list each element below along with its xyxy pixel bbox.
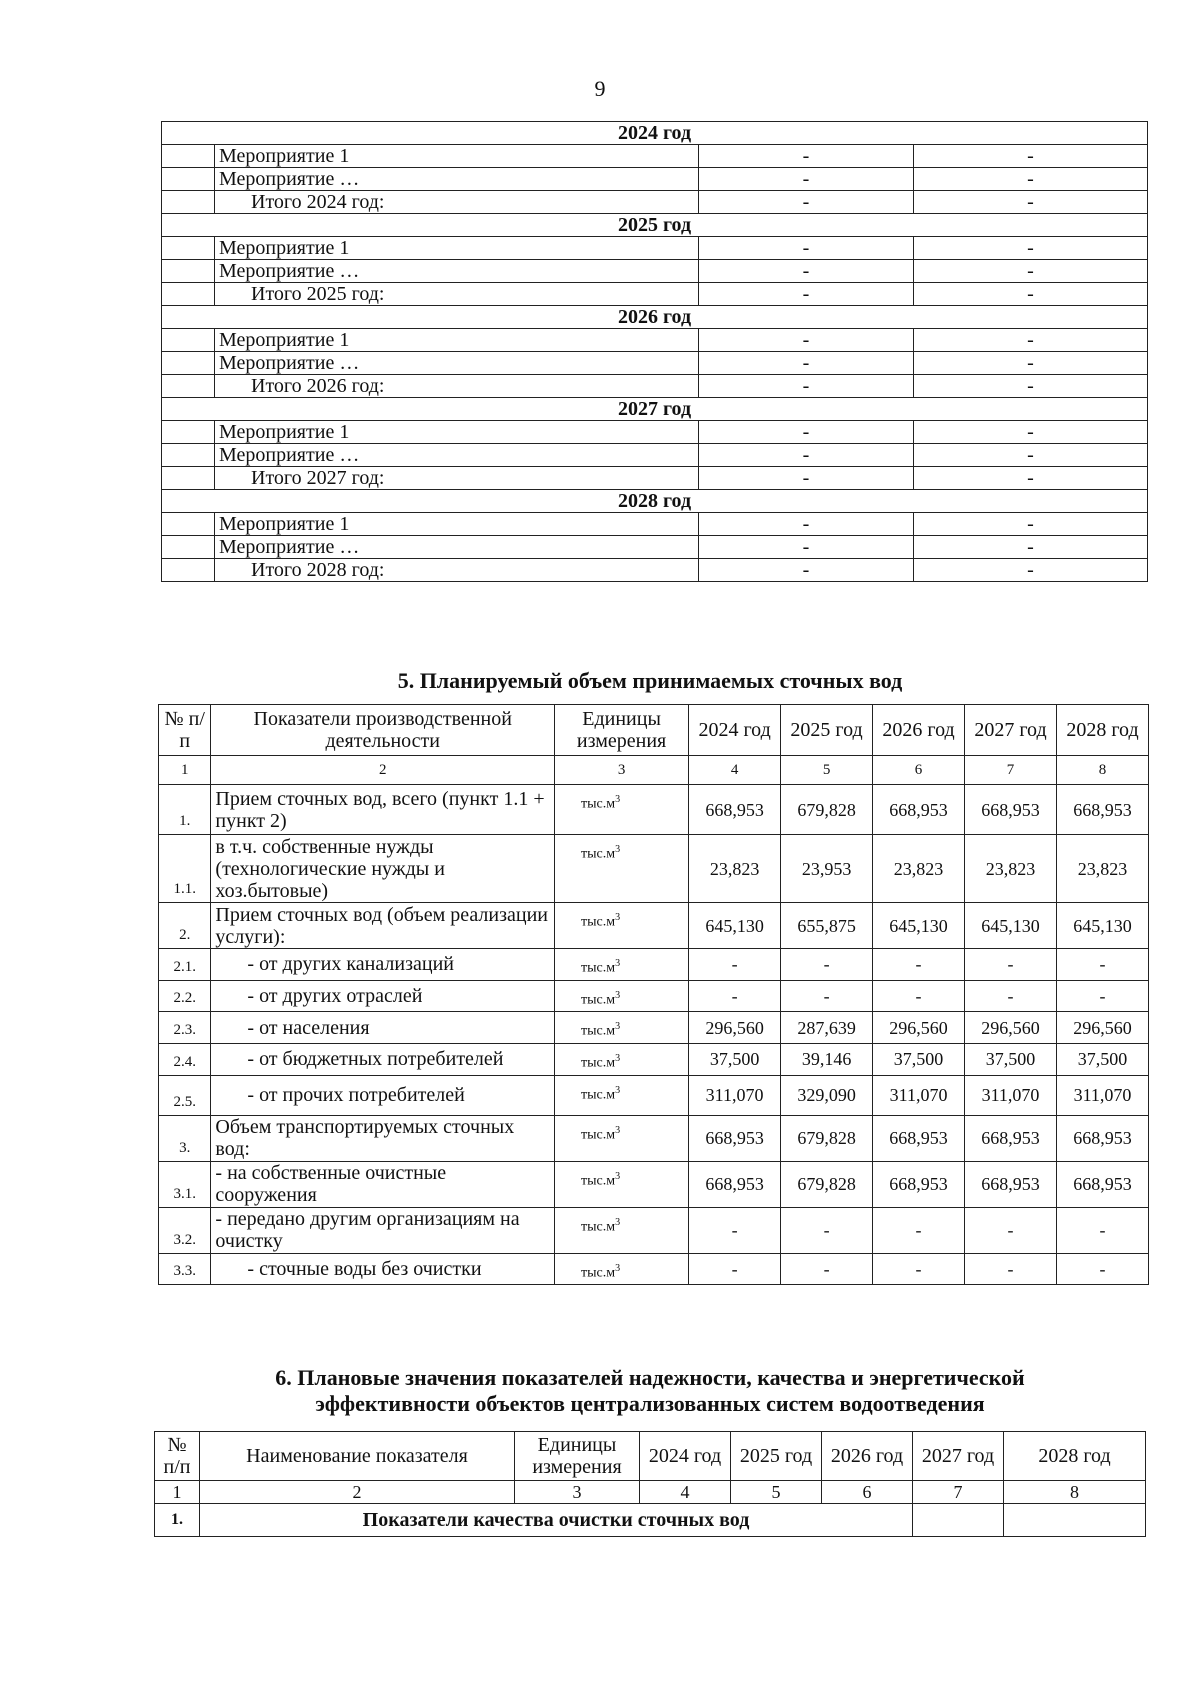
unit-superscript: 3 [615,1052,621,1064]
year-value: 23,823 [965,835,1057,903]
row-number: 1.1. [159,835,211,903]
year-value: 668,953 [1056,785,1148,835]
section-6-title-line-1: 6. Плановые значения показателей надежности, качества и энергетической [275,1365,1025,1390]
unit-label: тыс.м [581,1219,616,1235]
event-value: - [914,352,1148,375]
column-index: 6 [822,1481,913,1504]
column-index: 3 [515,1481,640,1504]
year-value: 296,560 [1056,1012,1148,1044]
table-header-row [159,705,1149,756]
year-value: - [965,980,1057,1012]
group-title: Показатели качества очистки сточных вод [200,1504,913,1537]
table-row [159,1075,1149,1115]
year-value: 668,953 [689,1161,781,1207]
column-index: 1 [155,1481,200,1504]
event-value: - [699,467,914,490]
year-heading-row [162,122,1148,145]
year-value: 668,953 [965,1161,1057,1207]
unit-cell [555,980,689,1012]
event-row [162,168,1148,191]
row-number: 2.3. [159,1012,211,1044]
event-value: - [914,260,1148,283]
unit-label: тыс.м [581,1087,616,1103]
unit-cell [555,1253,689,1285]
event-number-cell [162,421,215,444]
year-heading-row [162,306,1148,329]
row-number: 2. [159,903,211,949]
event-value: - [914,145,1148,168]
row-number: 2.5. [159,1075,211,1115]
year-value: 668,953 [873,1115,965,1161]
table-row [159,1207,1149,1253]
header-year-2028: 2028 год [1056,705,1148,756]
year-value: - [1056,949,1148,981]
year-value: 668,953 [965,1115,1057,1161]
year-value: 679,828 [781,785,873,835]
table-row [159,835,1149,903]
year-value: - [873,1207,965,1253]
indicator-name: Объем транспортируемых сточных вод: [211,1115,555,1161]
section-6-title-line-2: эффективности объектов централизованных систем водоотведения [315,1391,985,1416]
year-value: 23,823 [1056,835,1148,903]
event-value: - [699,329,914,352]
indicator-name: - от прочих потребителей [211,1075,555,1115]
year-value: - [689,949,781,981]
header-unit: Единицы измерения [515,1432,640,1481]
year-value: - [689,980,781,1012]
unit-superscript: 3 [615,1170,621,1182]
column-index: 1 [159,756,211,785]
event-value: - [914,536,1148,559]
indicator-name: - передано другим организациям на очистку [211,1207,555,1253]
year-value: - [873,949,965,981]
event-row [162,513,1148,536]
unit-superscript: 3 [615,1124,621,1136]
year-value: 37,500 [965,1043,1057,1075]
event-value: - [699,191,914,214]
year-heading: 2028 год [162,490,1148,513]
event-value: - [699,559,914,582]
event-value: - [914,421,1148,444]
section-6-title [150,1365,1150,1417]
year-value: - [781,1207,873,1253]
unit-label: тыс.м [581,796,616,812]
year-total-row [162,467,1148,490]
table-row [159,980,1149,1012]
table-row [159,785,1149,835]
header-year-2028: 2028 год [1004,1432,1146,1481]
year-value: - [781,1253,873,1285]
year-value: - [965,949,1057,981]
year-value: - [689,1253,781,1285]
year-heading-row [162,490,1148,513]
indicator-name: - сточные воды без очистки [211,1253,555,1285]
event-number-cell [162,191,215,214]
row-number: 3.3. [159,1253,211,1285]
column-index: 2 [200,1481,515,1504]
year-value: 296,560 [873,1012,965,1044]
event-value: - [699,421,914,444]
year-value: 23,953 [781,835,873,903]
year-value: - [781,949,873,981]
unit-label: тыс.м [581,1265,616,1281]
header-year-2025: 2025 год [781,705,873,756]
year-value: 311,070 [1056,1075,1148,1115]
column-index-row [159,756,1149,785]
unit-cell [555,1075,689,1115]
year-value: 645,130 [873,903,965,949]
wastewater-volume-table [158,704,1149,1285]
event-name: Мероприятие 1 [215,421,699,444]
year-total-row [162,375,1148,398]
event-value: - [914,168,1148,191]
event-name: Итого 2024 год: [215,191,699,214]
unit-superscript: 3 [615,844,621,855]
event-value: - [699,283,914,306]
unit-cell [555,1043,689,1075]
year-heading: 2024 год [162,122,1148,145]
year-heading: 2025 год [162,214,1148,237]
year-value: 655,875 [781,903,873,949]
year-value: 23,823 [689,835,781,903]
group-number: 1. [155,1504,200,1537]
row-number: 3. [159,1115,211,1161]
year-heading: 2026 год [162,306,1148,329]
year-value: 311,070 [689,1075,781,1115]
indicator-name: Прием сточных вод (объем реализации услуги): [211,903,555,949]
column-index: 3 [555,756,689,785]
year-value: 37,500 [689,1043,781,1075]
year-value: 329,090 [781,1075,873,1115]
year-value: 668,953 [873,1161,965,1207]
year-value: - [1056,1207,1148,1253]
row-number: 3.2. [159,1207,211,1253]
indicator-name: в т.ч. собственные нужды (технологические нужды и хоз.бытовые) [211,835,555,903]
event-value: - [699,513,914,536]
year-value: 296,560 [689,1012,781,1044]
unit-label: тыс.м [581,960,616,976]
empty-cell [913,1504,1004,1537]
column-index: 5 [731,1481,822,1504]
event-number-cell [162,283,215,306]
column-index: 7 [965,756,1057,785]
year-value: - [873,980,965,1012]
event-row [162,536,1148,559]
year-total-row [162,283,1148,306]
year-value: 679,828 [781,1115,873,1161]
event-row [162,260,1148,283]
event-row [162,421,1148,444]
event-row [162,237,1148,260]
indicators-table [154,1431,1146,1537]
header-num: № п/п [155,1432,200,1481]
table-row [159,903,1149,949]
header-year-2024: 2024 год [640,1432,731,1481]
section-5-title: 5. Планируемый объем принимаемых сточных вод [397,668,903,693]
indicator-name: - от населения [211,1012,555,1044]
table-row [159,1253,1149,1285]
unit-cell [555,949,689,981]
event-value: - [914,444,1148,467]
column-index: 4 [640,1481,731,1504]
unit-label: тыс.м [581,914,616,930]
column-index: 8 [1004,1481,1146,1504]
event-name: Мероприятие … [215,536,699,559]
event-name: Мероприятие 1 [215,513,699,536]
unit-label: тыс.м [581,1023,616,1039]
event-number-cell [162,145,215,168]
event-name: Итого 2027 год: [215,467,699,490]
unit-superscript: 3 [615,794,621,805]
unit-cell [555,903,689,949]
indicator-name: - от других канализаций [211,949,555,981]
indicator-name: Прием сточных вод, всего (пункт 1.1 + пункт 2) [211,785,555,835]
unit-label: тыс.м [581,992,616,1008]
events-table-body [162,122,1148,582]
year-value: - [873,1253,965,1285]
year-value: - [965,1253,1057,1285]
year-value: 668,953 [1056,1161,1148,1207]
year-value: 311,070 [965,1075,1057,1115]
unit-label: тыс.м [581,1173,616,1189]
event-value: - [914,559,1148,582]
event-value: - [699,145,914,168]
column-index: 8 [1056,756,1148,785]
event-value: - [699,237,914,260]
event-row [162,352,1148,375]
unit-cell [555,785,689,835]
volume-table-body [159,785,1149,1285]
header-name: Показатели производственной деятельности [211,705,555,756]
year-heading-row [162,214,1148,237]
unit-cell [555,835,689,903]
event-value: - [914,329,1148,352]
unit-superscript: 3 [615,989,621,1001]
table-row [159,1012,1149,1044]
header-year-2027: 2027 год [913,1432,1004,1481]
table-row [159,1161,1149,1207]
table-row [159,1043,1149,1075]
event-name: Итого 2026 год: [215,375,699,398]
event-name: Мероприятие … [215,260,699,283]
event-value: - [914,467,1148,490]
event-number-cell [162,352,215,375]
unit-superscript: 3 [615,912,621,923]
year-value: - [1056,1253,1148,1285]
event-name: Мероприятие 1 [215,329,699,352]
table-row [159,949,1149,981]
event-number-cell [162,536,215,559]
unit-cell [555,1161,689,1207]
column-index-row [155,1481,1146,1504]
unit-cell [555,1207,689,1253]
unit-cell [555,1115,689,1161]
year-value: 668,953 [1056,1115,1148,1161]
column-index: 5 [781,756,873,785]
event-number-cell [162,513,215,536]
unit-superscript: 3 [615,1084,621,1096]
column-index: 2 [211,756,555,785]
event-name: Мероприятие … [215,352,699,375]
event-name: Мероприятие … [215,444,699,467]
table-row [159,1115,1149,1161]
event-number-cell [162,237,215,260]
year-value: 668,953 [689,785,781,835]
row-number: 2.2. [159,980,211,1012]
year-value: - [1056,980,1148,1012]
event-value: - [914,513,1148,536]
unit-superscript: 3 [615,1216,621,1228]
event-value: - [699,260,914,283]
year-value: - [781,980,873,1012]
header-year-2026: 2026 год [873,705,965,756]
event-number-cell [162,444,215,467]
event-number-cell [162,559,215,582]
row-number: 1. [159,785,211,835]
event-row [162,145,1148,168]
event-value: - [914,375,1148,398]
year-value: 668,953 [965,785,1057,835]
event-number-cell [162,375,215,398]
table-header-row [155,1432,1146,1481]
indicator-name: - от других отраслей [211,980,555,1012]
year-heading-row [162,398,1148,421]
event-name: Мероприятие 1 [215,237,699,260]
event-name: Итого 2028 год: [215,559,699,582]
column-index: 6 [873,756,965,785]
row-number: 2.4. [159,1043,211,1075]
event-value: - [914,283,1148,306]
year-value: 39,146 [781,1043,873,1075]
header-year-2027: 2027 год [965,705,1057,756]
event-value: - [699,352,914,375]
event-value: - [699,444,914,467]
unit-label: тыс.м [581,1127,616,1143]
event-value: - [699,168,914,191]
year-total-row [162,191,1148,214]
unit-label: тыс.м [581,1055,616,1071]
year-value: 37,500 [873,1043,965,1075]
column-index: 7 [913,1481,1004,1504]
year-value: 287,639 [781,1012,873,1044]
year-value: 311,070 [873,1075,965,1115]
year-value: 645,130 [965,903,1057,949]
unit-superscript: 3 [615,1262,621,1274]
indicator-name: - на собственные очистные сооружения [211,1161,555,1207]
event-number-cell [162,260,215,283]
year-heading: 2027 год [162,398,1148,421]
year-value: - [689,1207,781,1253]
header-year-2024: 2024 год [689,705,781,756]
event-value: - [699,375,914,398]
header-unit: Единицы измерения [555,705,689,756]
year-value: 645,130 [1056,903,1148,949]
event-value: - [914,237,1148,260]
header-year-2025: 2025 год [731,1432,822,1481]
year-total-row [162,559,1148,582]
indicator-name: - от бюджетных потребителей [211,1043,555,1075]
header-year-2026: 2026 год [822,1432,913,1481]
event-number-cell [162,168,215,191]
unit-label: тыс.м [581,846,616,862]
year-value: 645,130 [689,903,781,949]
year-value: 668,953 [873,785,965,835]
event-name: Мероприятие 1 [215,145,699,168]
empty-cell [1004,1504,1146,1537]
row-number: 3.1. [159,1161,211,1207]
event-number-cell [162,467,215,490]
unit-cell [555,1012,689,1044]
event-row [162,329,1148,352]
year-value: - [965,1207,1057,1253]
column-index: 4 [689,756,781,785]
event-row [162,444,1148,467]
year-value: 296,560 [965,1012,1057,1044]
event-value: - [699,536,914,559]
event-value: - [914,191,1148,214]
year-value: 37,500 [1056,1043,1148,1075]
year-value: 679,828 [781,1161,873,1207]
row-number: 2.1. [159,949,211,981]
event-name: Мероприятие … [215,168,699,191]
page-number: 9 [594,76,606,101]
header-num: № п/п [159,705,211,756]
year-value: 23,823 [873,835,965,903]
year-value: 668,953 [689,1115,781,1161]
event-name: Итого 2025 год: [215,283,699,306]
event-number-cell [162,329,215,352]
indicator-group-row [155,1504,1146,1537]
events-by-year-table [161,121,1148,582]
unit-superscript: 3 [615,958,621,969]
header-name: Наименование показателя [200,1432,515,1481]
unit-superscript: 3 [615,1021,621,1033]
